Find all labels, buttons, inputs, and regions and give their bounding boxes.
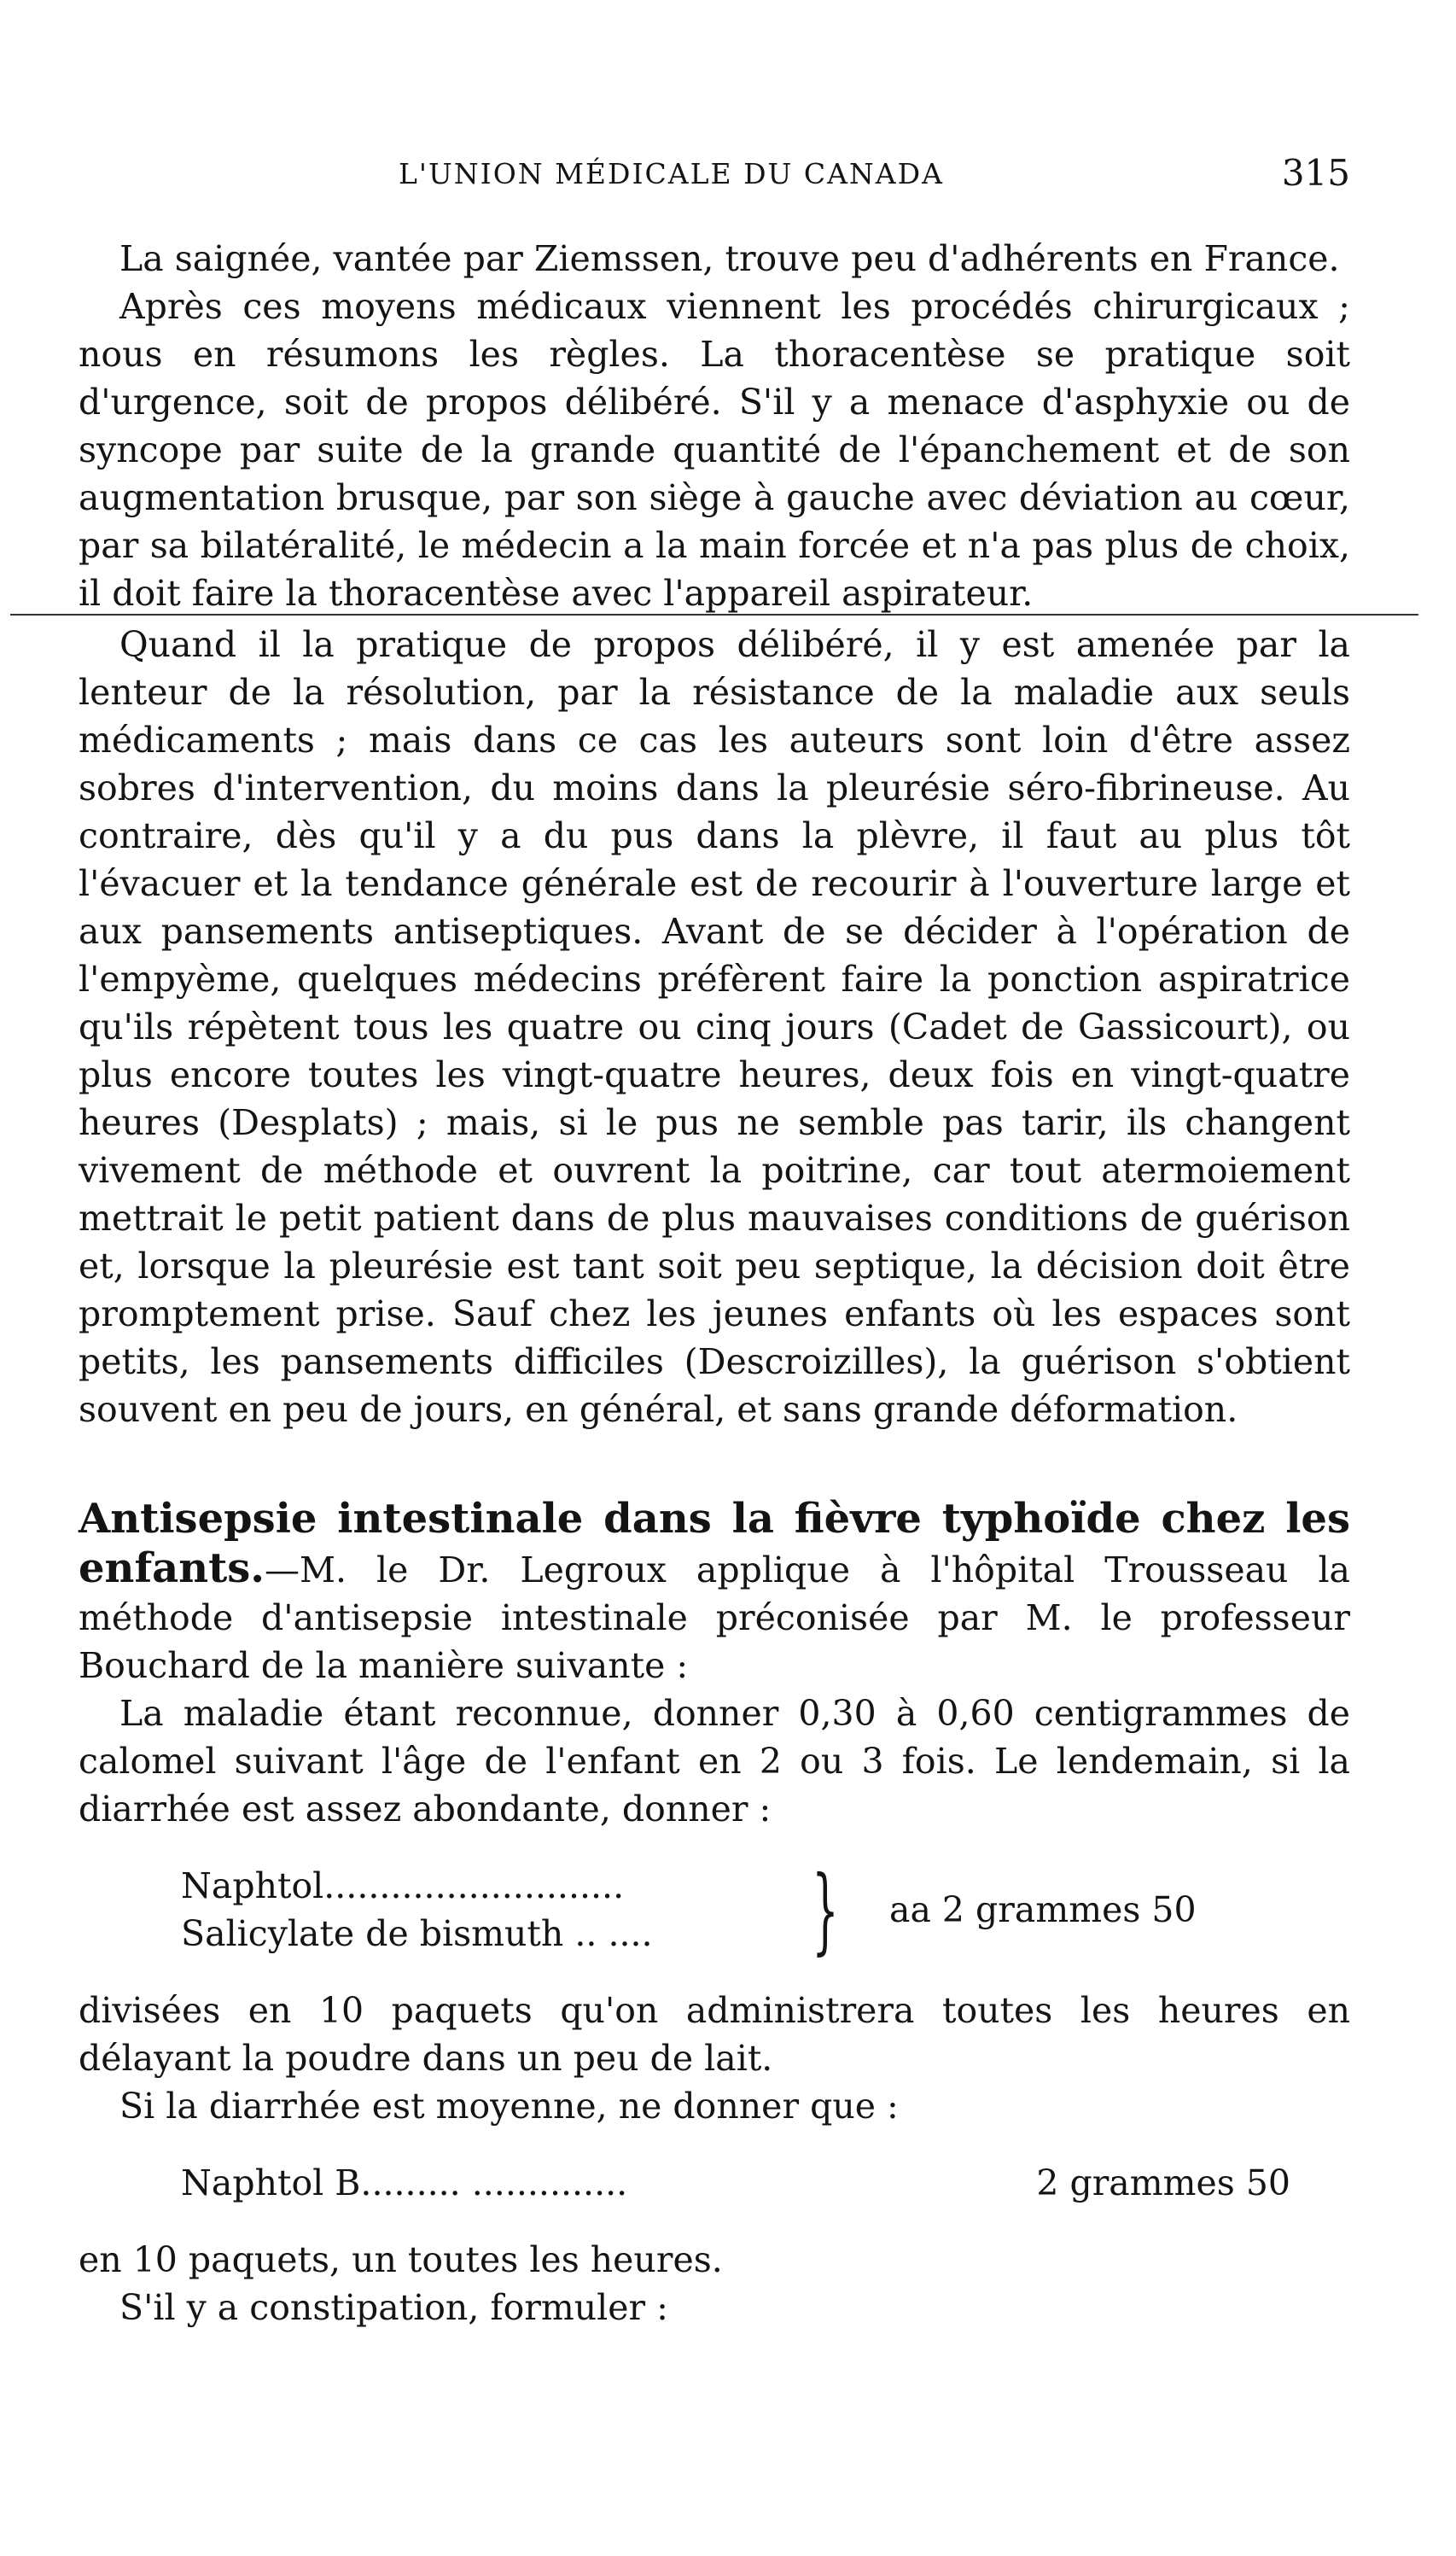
running-head — [79, 152, 1350, 203]
paragraph-procedes-chirurgicaux: Après ces moyens médicaux viennent les procédés chirurgicaux ; nous en résumons les règles. La thoracentèse se pratique soit d'urgence, soit de propos délibéré. S'il y a menace d'asphyxie ou de syncope par suite de la grande quantité de l'épanchement et de son augmentation brusque, par son siège à gauche avec déviation au cœur, par sa bilatéralité, le médecin a la main forcée et n'a pas plus de choix, il doit faire la thoracentèse avec l'appareil aspirateur. — [79, 286, 1350, 614]
paragraph-propos-delibere: Quand il la pratique de propos délibéré, il y est amenée par la lenteur de la résolution, par la résistance de la maladie aux seuls médicaments ; mais dans ce cas les auteurs sont loin d'être assez sobres d'intervention, du moins dans la pleurésie séro-fibrineuse. Au contraire, dès qu'il y a du pus dans la plèvre, il faut au plus tôt l'évacuer et la tendance générale est de recourir à l'ouverture large et aux pansements antiseptiques. Avant de se décider à l'opération de l'empyème, quelques médecins préfèrent faire la ponction aspiratrice qu'ils répètent tous les quatre ou cinq jours (Cadet de Gassicourt), ou plus encore toutes les vingt-quatre heures, deux fois en vingt-quatre heures (Desplats) ; mais, si le pus ne semble pas tarir, ils changent vivement de méthode et ouvrent la poitrine, car tout atermoiement mettrait le petit patient dans de plus mauvaises conditions de guérison et, lorsque la pleurésie est tant soit peu septique, la décision doit être promptement prise. Sauf chez les jeunes enfants où les espaces sont petits, les pansements difficiles (Descroizilles), la guérison s'obtient souvent en peu de jours, en général, et sans grande déformation. — [79, 624, 1350, 1430]
formula-item-naphtol-b: Naphtol B......... .............. — [181, 2162, 628, 2203]
formula-item-naphtol: Naphtol........................... — [181, 1865, 625, 1906]
formula-items — [181, 1862, 795, 1958]
formula-naphtol-bismuth — [181, 1855, 1290, 1964]
page-number: 315 — [1281, 152, 1350, 194]
section-gap — [79, 1433, 1350, 1495]
paragraph-en-paquets: en 10 paquets, un toutes les heures. — [79, 2239, 723, 2280]
paragraph-paquets: divisées en 10 paquets qu'on administrera toutes les heures en délayant la poudre dans un peu de lait. — [79, 1990, 1350, 2079]
section-title: Antisepsie intestinale dans la fièvre typhoïde chez les enfants. — [79, 1495, 1350, 1592]
paragraph-saignee: La saignée, vantée par Ziemssen, trouve peu d'adhérents en France. — [119, 238, 1340, 279]
formula-dose-naphtol-b: 2 grammes 50 — [1036, 2162, 1290, 2203]
formula-dose: aa 2 grammes 50 — [889, 1889, 1197, 1930]
paragraph-diarrhee-moyenne: Si la diarrhée est moyenne, ne donner que : — [119, 2086, 899, 2127]
section-heading-paragraph — [79, 1495, 1350, 1689]
formula-naphtol-b — [181, 2159, 1290, 2207]
formula-brace: } — [812, 1855, 839, 1964]
document-page — [79, 0, 1350, 2556]
paragraph-constipation: S'il y a constipation, formuler : — [119, 2287, 668, 2328]
paragraph-calomel: La maladie étant reconnue, donner 0,30 à 0,60 centigrammes de calomel suivant l'âge de l'enfant en 2 ou 3 fois. Le lendemain, si la diarrhée est assez abondante, donner : — [79, 1693, 1350, 1829]
section-intro: —M. le Dr. Legroux applique à l'hôpital Trousseau la méthode d'antisepsie intestinale préconisée par M. le professeur Bouchard de la manière suivante : — [79, 1549, 1350, 1686]
page-fold-line — [10, 614, 1418, 616]
running-title: L'UNION MÉDICALE DU CANADA — [399, 157, 944, 190]
formula-item-salicylate: Salicylate de bismuth .. .... — [181, 1913, 653, 1954]
body-text — [79, 235, 1350, 2331]
